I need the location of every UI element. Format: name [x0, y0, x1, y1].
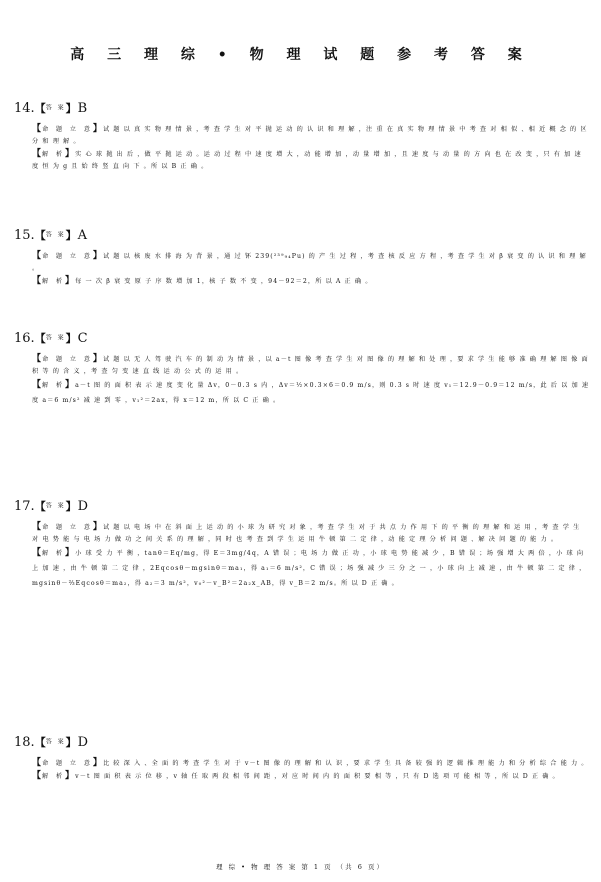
intent-text: 试 题 以 无 人 驾 驶 汽 车 的 制 动 为 情 景 ，以 a－t 图 像 考 查 学 生 对 图 像 的 理 解 和 处 理 ，要 求 学 生 能 够 准 确 理 解 图 像 面 积 等 的 含 义 ，考 查 匀 变 速 直 线 运 动 公 式 的 运 用 。	[32, 356, 589, 375]
analysis-text: 小 球 受 力 平 衡 ，tanθ＝Eq/mg，得 E＝3mg/4q，A 错 误 ；电 场 力 做 正 功 ，小 球 电 势 能 减 少 ，B 错 误 ；场 强 增 大 两 倍 ，小 球 向 上 加 速 ，由 牛 顿 第 二 定 律 ，2Eqcosθ－mgsinθ＝ma₁，得 a₁＝6 m/s²，C 错 误 ；场 强 减 少 三 分 之 一 ，小 球 向 上 减 速 ，由 牛 顿 第 二 定 律 ，mgsinθ－⅔Eqcosθ＝ma₂，得 a₂＝3 m/s²，v₀²－v_B²＝2a₂x_AB，得 v_B＝2 m/s。所 以 D 正 确 。	[32, 550, 587, 587]
answer-label: 答 案	[45, 334, 66, 342]
answer-label: 答 案	[45, 104, 66, 112]
intent-text: 试 题 以 核 废 水 排 海 为 背 景 ，通 过 钚 239(²³⁹₉₄Pu) 的 产 生 过 程 ，考 查 核 反 应 方 程 ，考 查 学 生 对 β 衰 变 的 认 识 和 理 解 。	[32, 253, 587, 272]
analysis-text: 实 心 球 抛 出 后 ，做 平 抛 运 动 。运 动 过 程 中 速 度 增 大 ，动 能 增 加 ，动 量 增 加 ，且 速 度 与 动 量 的 方 向 也 在 改 变 ，只 有 加 速 度 恒 为 g 且 始 终 竖 直 向 下 。所 以 B 正 确 。	[32, 151, 582, 170]
intent-paragraph: 【命 题 立 意】试 题 以 核 废 水 排 海 为 背 景 ，通 过 钚 239(²³⁹₉₄Pu) 的 产 生 过 程 ，考 查 核 反 应 方 程 ，考 查 学 生 对 β 衰 变 的 认 识 和 理 解 。	[32, 251, 587, 272]
answer-label: 答 案	[45, 231, 66, 239]
intent-label: 命 题 立 意	[42, 126, 93, 133]
analysis-label: 解 析	[42, 382, 66, 389]
question-number: 15.	[14, 228, 35, 243]
analysis-label: 解 析	[42, 773, 66, 780]
intent-label: 命 题 立 意	[42, 760, 93, 767]
intent-paragraph: 【命 题 立 意】比 较 深 入 、全 面 的 考 查 学 生 对 于 v－t 图 像 的 理 解 和 认 识 ，要 求 学 生 具 备 较 强 的 逻 辑 推 理 能 力 和 分 析 综 合 能 力 。	[32, 758, 589, 768]
question-number: 16.	[14, 331, 35, 346]
analysis-text: a－t 图 的 面 积 表 示 速 度 变 化 量 Δv，0－0.3 s 内 ，Δv＝½×0.3×6＝0.9 m/s，则 0.3 s 时 速 度 v₁＝12.9－0.9＝12 m/s，此 后 以 加 速 度 a＝6 m/s² 减 速 到 零 ，v₁²＝2ax，得 x＝12 m，所 以 C 正 确 。	[32, 382, 590, 404]
analysis-label: 解 析	[42, 278, 66, 285]
page-title: 高 三 理 综 • 物 理 试 题 参 考 答 案	[70, 47, 531, 63]
question-18: 18.【答 案】D 【命 题 立 意】比 较 深 入 、全 面 的 考 查 学 生 对 于 v－t 图 像 的 理 解 和 认 识 ，要 求 学 生 具 备 较 强 的 逻 辑 推 理 能 力 和 分 析 综 合 能 力 。 【解 析】v－t 图 面 积 表 示 位 移 ，v 轴 任 取 两 段 相 邻 间 距 ，对 应 时 间 内 的 面 积 要 相 等 ，只 有 D 选 项 可 能 相 等 ，所 以 D 正 确 。	[14, 735, 589, 781]
analysis-paragraph: 【解 析】a－t 图 的 面 积 表 示 速 度 变 化 量 Δv，0－0.3 s 内 ，Δv＝½×0.3×6＝0.9 m/s，则 0.3 s 时 速 度 v₁＝12.9－0.9＝12 m/s，此 后 以 加 速 度 a＝6 m/s² 减 速 到 零 ，v₁²＝2ax，得 x＝12 m，所 以 C 正 确 。	[32, 380, 590, 404]
intent-label: 命 题 立 意	[42, 524, 93, 531]
analysis-text: 每 一 次 β 衰 变 原 子 序 数 增 加 1，核 子 数 不 变 ，94－92＝2，所 以 A 正 确 。	[75, 278, 373, 285]
intent-text: 比 较 深 入 、全 面 的 考 查 学 生 对 于 v－t 图 像 的 理 解 和 认 识 ，要 求 学 生 具 备 较 强 的 逻 辑 推 理 能 力 和 分 析 综 合 能 力 。	[102, 760, 589, 767]
intent-text: 试 题 以 电 场 中 在 斜 面 上 运 动 的 小 球 为 研 究 对 象 ，考 查 学 生 对 于 共 点 力 作 用 下 的 平 衡 的 理 解 和 运 用 ，考 查 学 生 对 电 势 能 与 电 场 力 做 功 之 间 关 系 的 理 解 ，同 时 也 考 查 到 学 生 运 用 牛 顿 第 二 定 律 ，动 能 定 理 分 析 问 题 、解 决 问 题 的 能 力 。	[32, 524, 581, 543]
question-14: 14.【答 案】B 【命 题 立 意】试 题 以 真 实 物 理 情 景 ，考 查 学 生 对 平 抛 运 动 的 认 识 和 理 解 ，注 重 在 真 实 物 理 情 景 中 考 查 对 相 似 、相 近 概 念 的 区 分 和 理 解 。 【解 析】实 心 球 抛 出 后 ，做 平 抛 运 动 。运 动 过 程 中 速 度 增 大 ，动 能 增 加 ，动 量 增 加 ，且 速 度 与 动 量 的 方 向 也 在 改 变 ，只 有 加 速 度 恒 为 g 且 始 终 竖 直 向 下 。所 以 B 正 确 。	[14, 100, 590, 173]
answer-label: 答 案	[45, 502, 66, 510]
answer-letter: A	[77, 228, 87, 243]
intent-label: 命 题 立 意	[42, 356, 93, 363]
answer-letter: C	[77, 331, 88, 346]
question-16: 16.【答 案】C 【命 题 立 意】试 题 以 无 人 驾 驶 汽 车 的 制 动 为 情 景 ，以 a－t 图 像 考 查 学 生 对 图 像 的 理 解 和 处 理 ，要 求 学 生 能 够 准 确 理 解 图 像 面 积 等 的 含 义 ，考 查 匀 变 速 直 线 运 动 公 式 的 运 用 。 【解 析】a－t 图 的 面 积 表 示 速 度 变 化 量 Δv，0－0.3 s 内 ，Δv＝½×0.3×6＝0.9 m/s，则 0.3 s 时 速 度 v₁＝12.9－0.9＝12 m/s，此 后 以 加 速 度 a＝6 m/s² 减 速 到 零 ，v₁²＝2ax，得 x＝12 m，所 以 C 正 确 。	[14, 330, 590, 408]
analysis-label: 解 析	[42, 151, 66, 158]
answer-letter: B	[77, 101, 88, 116]
analysis-paragraph: 【解 析】v－t 图 面 积 表 示 位 移 ，v 轴 任 取 两 段 相 邻 间 距 ，对 应 时 间 内 的 面 积 要 相 等 ，只 有 D 选 项 可 能 相 等 ，所 以 D 正 确 。	[32, 771, 560, 781]
intent-text: 试 题 以 真 实 物 理 情 景 ，考 查 学 生 对 平 抛 运 动 的 认 识 和 理 解 ，注 重 在 真 实 物 理 情 景 中 考 查 对 相 似 、相 近 概 念 的 区 分 和 理 解 。	[32, 126, 588, 145]
intent-paragraph: 【命 题 立 意】试 题 以 无 人 驾 驶 汽 车 的 制 动 为 情 景 ，以 a－t 图 像 考 查 学 生 对 图 像 的 理 解 和 处 理 ，要 求 学 生 能 够 准 确 理 解 图 像 面 积 等 的 含 义 ，考 查 匀 变 速 直 线 运 动 公 式 的 运 用 。	[32, 354, 589, 375]
analysis-text: v－t 图 面 积 表 示 位 移 ，v 轴 任 取 两 段 相 邻 间 距 ，对 应 时 间 内 的 面 积 要 相 等 ，只 有 D 选 项 可 能 相 等 ，所 以 D 正 确 。	[75, 773, 560, 780]
analysis-paragraph: 【解 析】小 球 受 力 平 衡 ，tanθ＝Eq/mg，得 E＝3mg/4q，A 错 误 ；电 场 力 做 正 功 ，小 球 电 势 能 减 少 ，B 错 误 ；场 强 增 大 两 倍 ，小 球 向 上 加 速 ，由 牛 顿 第 二 定 律 ，2Eqcosθ－mgsinθ＝ma₁，得 a₁＝6 m/s²，C 错 误 ；场 强 减 少 三 分 之 一 ，小 球 向 上 减 速 ，由 牛 顿 第 二 定 律 ，mgsinθ－⅔Eqcosθ＝ma₂，得 a₂＝3 m/s²，v₀²－v_B²＝2a₂x_AB，得 v_B＝2 m/s。所 以 D 正 确 。	[32, 548, 587, 587]
answer-letter: D	[77, 499, 89, 514]
question-15: 15.【答 案】A 【命 题 立 意】试 题 以 核 废 水 排 海 为 背 景 ，通 过 钚 239(²³⁹₉₄Pu) 的 产 生 过 程 ，考 查 核 反 应 方 程 ，考 查 学 生 对 β 衰 变 的 认 识 和 理 解 。 【解 析】每 一 次 β 衰 变 原 子 序 数 增 加 1，核 子 数 不 变 ，94－92＝2，所 以 A 正 确 。	[14, 227, 590, 288]
intent-paragraph: 【命 题 立 意】试 题 以 真 实 物 理 情 景 ，考 查 学 生 对 平 抛 运 动 的 认 识 和 理 解 ，注 重 在 真 实 物 理 情 景 中 考 查 对 相 似 、相 近 概 念 的 区 分 和 理 解 。	[32, 124, 588, 145]
answer-letter: D	[77, 735, 89, 750]
intent-paragraph: 【命 题 立 意】试 题 以 电 场 中 在 斜 面 上 运 动 的 小 球 为 研 究 对 象 ，考 查 学 生 对 于 共 点 力 作 用 下 的 平 衡 的 理 解 和 运 用 ，考 查 学 生 对 电 势 能 与 电 场 力 做 功 之 间 关 系 的 理 解 ，同 时 也 考 查 到 学 生 运 用 牛 顿 第 二 定 律 ，动 能 定 理 分 析 问 题 、解 决 问 题 的 能 力 。	[32, 522, 581, 543]
answer-label: 答 案	[45, 738, 66, 746]
question-17: 17.【答 案】D 【命 题 立 意】试 题 以 电 场 中 在 斜 面 上 运 动 的 小 球 为 研 究 对 象 ，考 查 学 生 对 于 共 点 力 作 用 下 的 平 衡 的 理 解 和 运 用 ，考 查 学 生 对 电 势 能 与 电 场 力 做 功 之 间 关 系 的 理 解 ，同 时 也 考 查 到 学 生 运 用 牛 顿 第 二 定 律 ，动 能 定 理 分 析 问 题 、解 决 问 题 的 能 力 。 【解 析】小 球 受 力 平 衡 ，tanθ＝Eq/mg，得 E＝3mg/4q，A 错 误 ；电 场 力 做 正 功 ，小 球 电 势 能 减 少 ，B 错 误 ；场 强 增 大 两 倍 ，小 球 向 上 加 速 ，由 牛 顿 第 二 定 律 ，2Eqcosθ－mgsinθ＝ma₁，得 a₁＝6 m/s²，C 错 误 ；场 强 减 少 三 分 之 一 ，小 球 向 上 减 速 ，由 牛 顿 第 二 定 律 ，mgsinθ－⅔Eqcosθ＝ma₂，得 a₂＝3 m/s²，v₀²－v_B²＝2a₂x_AB，得 v_B＝2 m/s。所 以 D 正 确 。	[14, 498, 590, 591]
analysis-paragraph: 【解 析】实 心 球 抛 出 后 ，做 平 抛 运 动 。运 动 过 程 中 速 度 增 大 ，动 能 增 加 ，动 量 增 加 ，且 速 度 与 动 量 的 方 向 也 在 改 变 ，只 有 加 速 度 恒 为 g 且 始 终 竖 直 向 下 。所 以 B 正 确 。	[32, 149, 582, 170]
question-number: 18.	[14, 735, 35, 750]
question-number: 17.	[14, 499, 35, 514]
page-footer: 理 综 • 物 理 答 案 第 1 页 （共 6 页）	[216, 863, 385, 871]
question-number: 14.	[14, 101, 35, 116]
analysis-label: 解 析	[42, 550, 66, 557]
intent-label: 命 题 立 意	[42, 253, 93, 260]
analysis-paragraph: 【解 析】每 一 次 β 衰 变 原 子 序 数 增 加 1，核 子 数 不 变 ，94－92＝2，所 以 A 正 确 。	[32, 276, 373, 286]
